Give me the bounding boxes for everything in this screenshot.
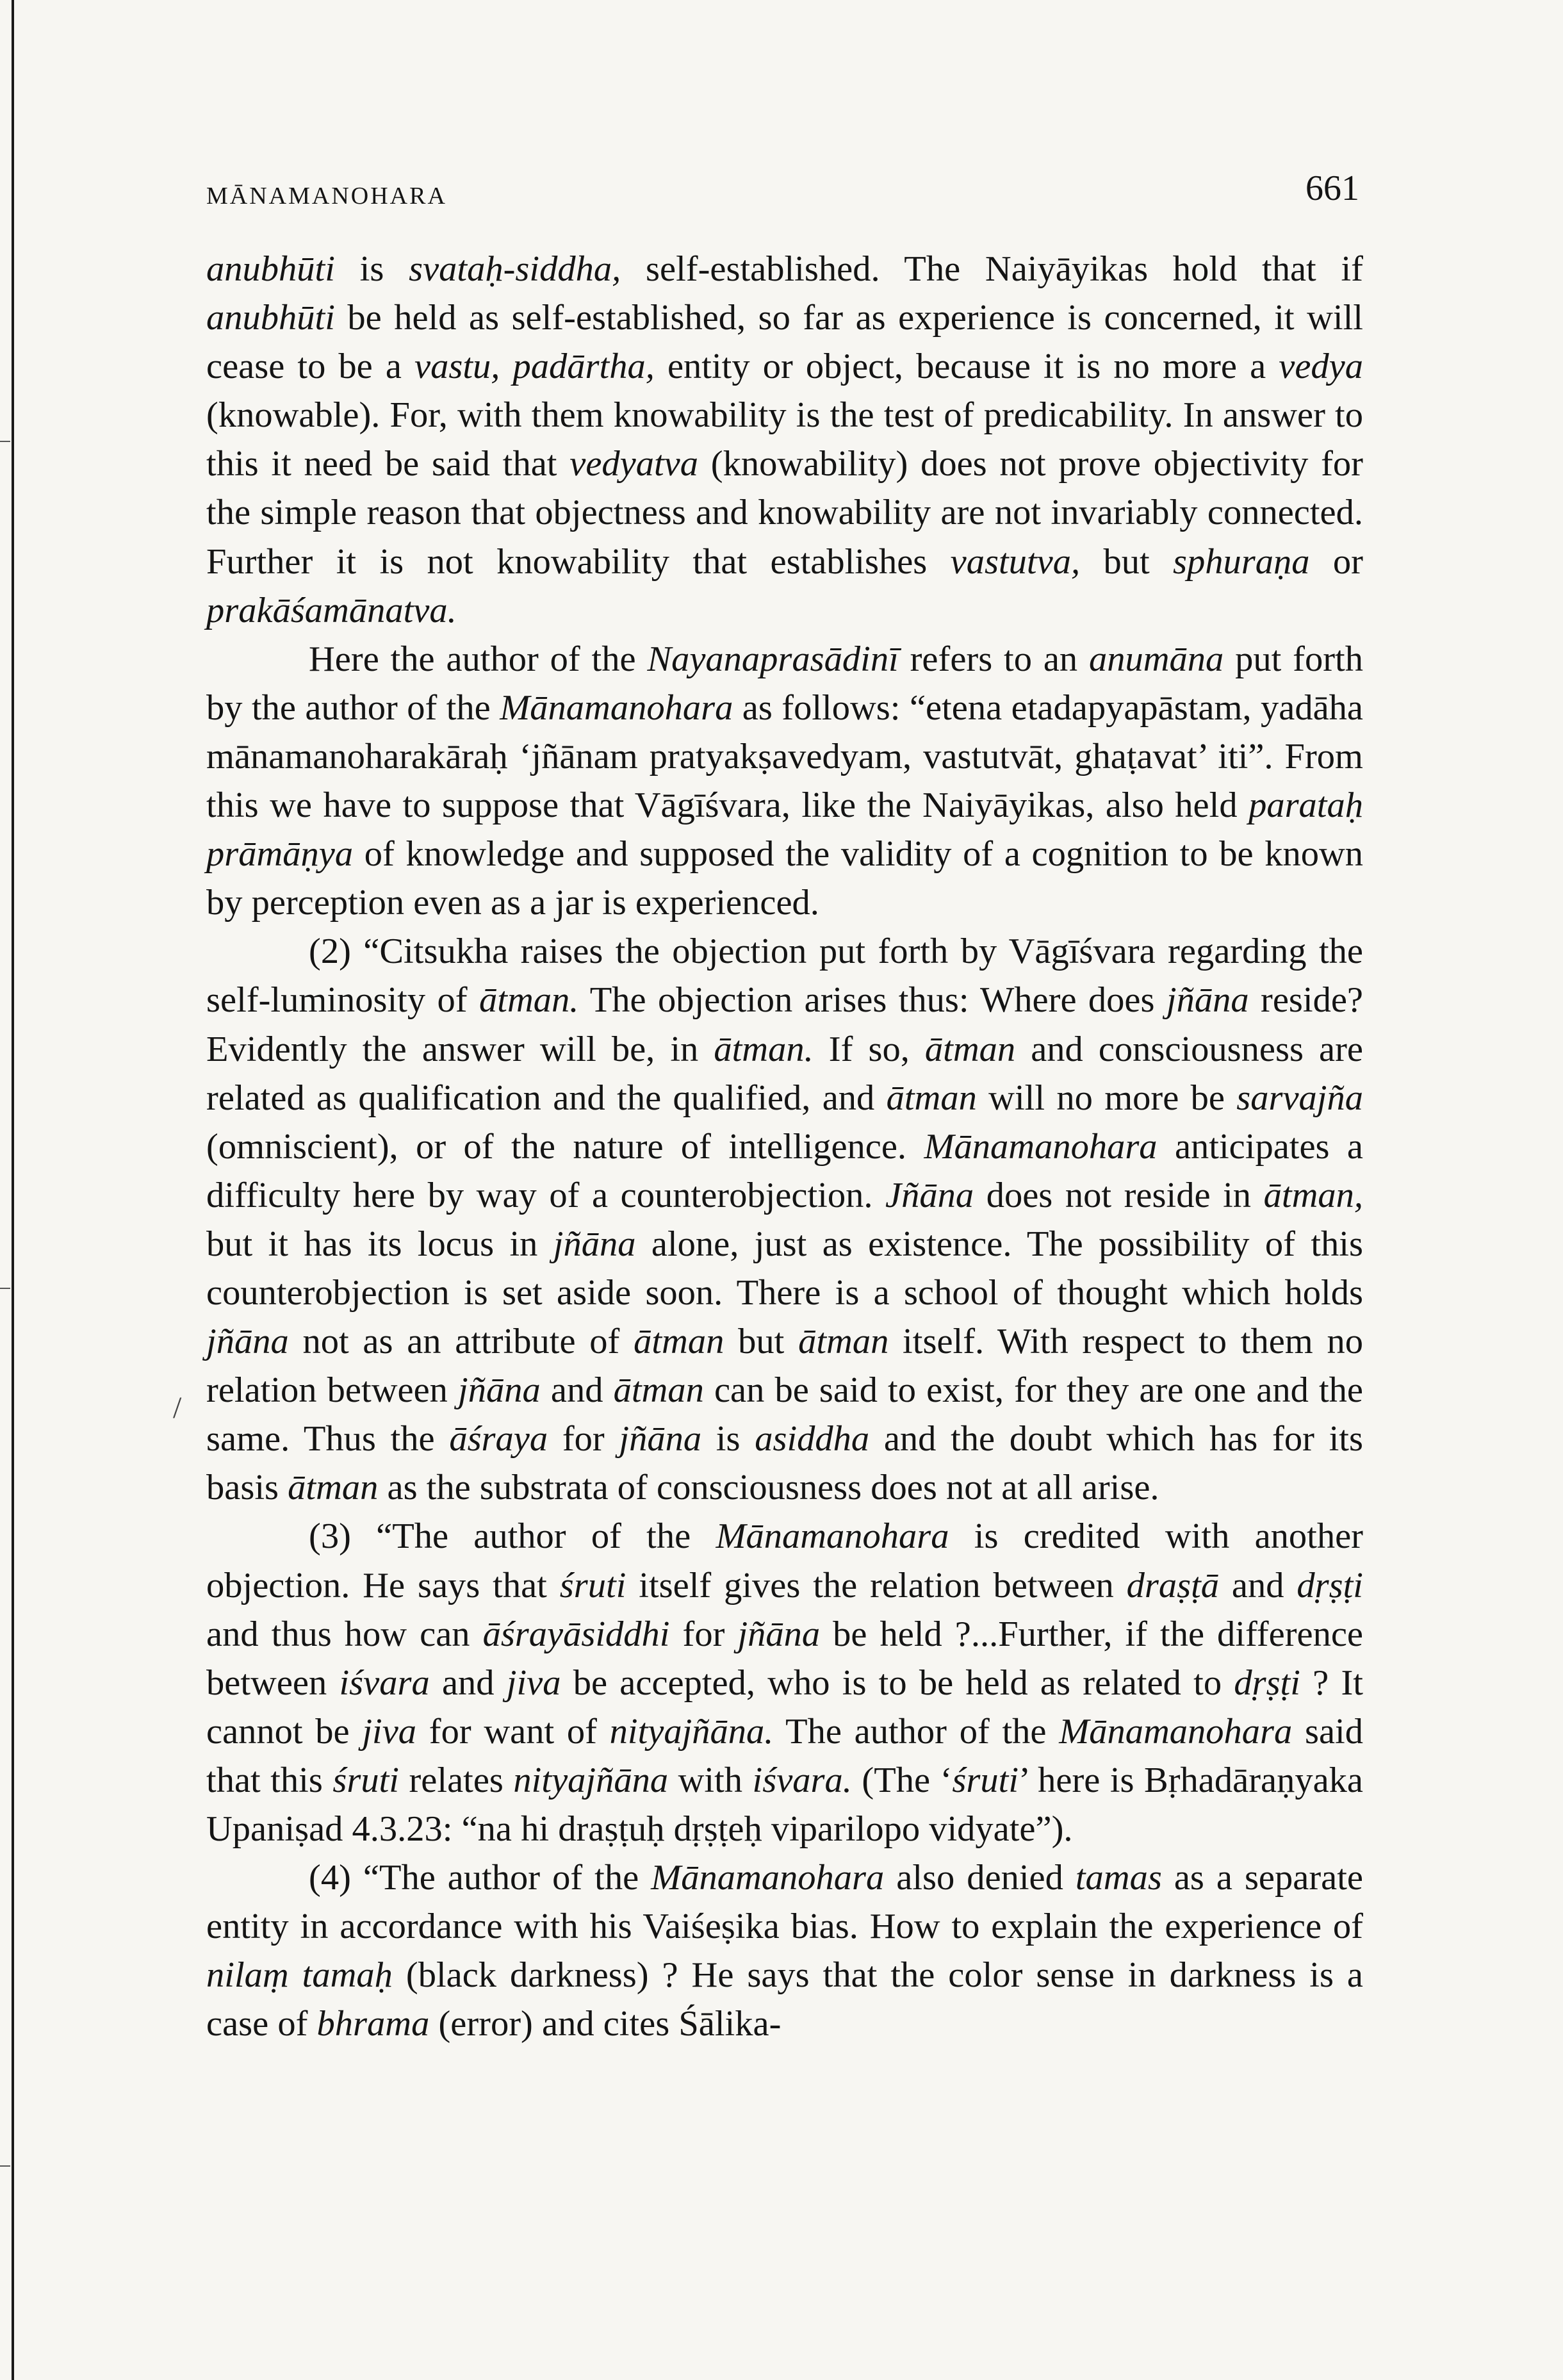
italic-term: draṣṭā [1126, 1565, 1220, 1605]
italic-term: jiva [362, 1711, 417, 1752]
italic-term: nityajñāna. [609, 1711, 774, 1752]
italic-term: vastutva, [950, 541, 1081, 582]
italic-term: Mānamanohara [1059, 1711, 1293, 1752]
text-run: is [701, 1419, 755, 1459]
italic-term: svataḥ-siddha, [409, 249, 621, 289]
text-run: ? It cannot be [206, 1662, 1364, 1752]
text-run: will no more be [976, 1078, 1237, 1118]
text-run: also denied [884, 1858, 1076, 1898]
italic-term: śruti [952, 1760, 1019, 1800]
italic-term: jiva [506, 1662, 561, 1703]
italic-term: Nayanaprasādinī [647, 639, 899, 679]
text-run: is credited with another objection. He says that [206, 1516, 1363, 1605]
text-run: alone, just as existence. The possibility of this counterobjection is set aside soon. There is a school of thought which holds [206, 1224, 1363, 1313]
text-run: (knowability) does not prove objectivity for the simple reason that objectness and knowability are not invariably connected. Further it is not knowability that establishes [206, 444, 1363, 582]
text-run: for want of [416, 1711, 610, 1752]
text-run: itself gives the relation between [626, 1565, 1127, 1605]
text-run: as the substrata of consciousness does not at all arise. [378, 1468, 1159, 1508]
text-run: (omniscient), or of the nature of intelligence. [206, 1126, 924, 1167]
text-run: anticipates a difficulty here by way of a counterobjection. [206, 1126, 1363, 1215]
italic-term: jñāna [458, 1370, 541, 1411]
text-run: be accepted, who is to be held as related to [561, 1662, 1234, 1703]
text-run: be held ?...Further, if the difference between [206, 1614, 1363, 1703]
margin-pencil-mark: / [173, 1391, 182, 1425]
italic-term: Mānamanohara [716, 1516, 949, 1557]
text-run: of knowledge and supposed the validity of a cognition to be known by perception even as a jar is experienced. [206, 834, 1363, 923]
paragraph [206, 1853, 1363, 2048]
text-run: as a separate entity in accordance with his Vaiśeṣika bias. How to explain the experience of [206, 1858, 1363, 1947]
italic-term: dṛṣṭi [1234, 1662, 1300, 1703]
italic-term: vedya [1279, 347, 1363, 387]
text-run: (error) and cites Śālika- [429, 2004, 782, 2044]
text-run: can be said to exist, for they are one and the same. Thus the [206, 1370, 1363, 1459]
italic-term: anumāna [1088, 639, 1224, 679]
italic-term: nilaṃ tamaḥ [206, 1955, 393, 1996]
italic-term: parataḥ prāmāṇya [206, 785, 1363, 874]
italic-term: śruti [559, 1565, 626, 1605]
text-run: relates [398, 1760, 514, 1800]
text-run: itself. With respect to them no relation between [206, 1322, 1363, 1411]
text-run: and thus how can [206, 1614, 483, 1654]
text-run: self-established. The Naiyāyikas hold that if [621, 249, 1363, 289]
page-number: 661 [1305, 168, 1359, 208]
italic-term: ātman [924, 1029, 1016, 1069]
text-run: as follows: “etena etadapyapāstam, yadāha mānamanoharakāraḥ ‘jñānam pratyakṣavedyam, vastutvāt, ghaṭavat’ iti”. From this we have to suppose that Vāgīśvara, like the Naiyāyikas, also held [206, 687, 1363, 826]
text-run: but it has its locus in [206, 1224, 553, 1264]
italic-term: anubhūti [206, 249, 335, 289]
italic-term: Mānamanohara [651, 1858, 885, 1898]
italic-term: jñāna [737, 1614, 821, 1654]
paragraph [206, 245, 1363, 635]
text-run: entity or object, because it is no more a [654, 347, 1279, 387]
italic-term: āśrayāsiddhi [482, 1614, 670, 1654]
italic-term: jñāna [619, 1419, 702, 1459]
italic-term: Mānamanohara [500, 687, 733, 728]
text-run: or [1309, 541, 1363, 582]
italic-term: ātman [613, 1370, 704, 1411]
italic-term: ātman. [714, 1029, 814, 1069]
text-run: does not reside in [974, 1175, 1264, 1215]
italic-term: dṛṣṭi [1297, 1565, 1363, 1605]
italic-term: anubhūti [206, 298, 335, 338]
text-run: but [1080, 541, 1174, 582]
italic-term: asiddha [755, 1419, 870, 1459]
margin-mark [0, 1288, 10, 1289]
text-run: and consciousness are related as qualification and the qualified, and [206, 1029, 1364, 1118]
italic-term: Mānamanohara [924, 1126, 1158, 1167]
text-run: for [548, 1419, 619, 1459]
italic-term: ātman [798, 1322, 889, 1362]
page-body-text [206, 245, 1363, 2048]
text-run: (black darkness) ? He says that the color sense in darkness is a case of [206, 1955, 1364, 2044]
italic-term: ātman [634, 1322, 724, 1362]
text-run: be held as self-established, so far as experience is concerned, it will cease to be a [206, 298, 1363, 387]
paragraph [206, 635, 1363, 928]
paragraph [206, 1512, 1363, 1853]
italic-term: ātman [288, 1468, 379, 1508]
margin-mark [0, 2165, 10, 2167]
text-run: (2) “Citsukha raises the objection put forth by Vāgīśvara regarding the self-luminosity of [206, 931, 1363, 1021]
text-run: (The ‘ [851, 1760, 953, 1800]
italic-term: nityajñāna [513, 1760, 669, 1800]
italic-term: sphuraṇa [1173, 541, 1310, 582]
text-run: said that this [206, 1711, 1364, 1800]
text-run: (knowable). For, with them knowability is the test of predicability. In answer to this it need be said that [206, 395, 1363, 484]
italic-term: sarvajña [1236, 1078, 1363, 1118]
text-run: If so, [813, 1029, 925, 1069]
text-run: ’ here is Bṛhadāraṇyaka Upaniṣad 4.3.23: “na hi draṣṭuḥ dṛṣṭeḥ viparilopo vidyate”). [206, 1760, 1363, 1849]
text-run: and [429, 1662, 507, 1703]
italic-term: vastu, padārtha, [414, 347, 655, 387]
running-title: MĀNAMANOHARA [206, 183, 447, 209]
text-run: reside? Evidently the answer will be, in [206, 980, 1363, 1069]
text-run: and the doubt which has for its basis [206, 1419, 1363, 1508]
text-run: The objection arises thus: Where does [578, 980, 1166, 1021]
text-run: and [540, 1370, 614, 1411]
text-run: (4) “The author of the [309, 1858, 651, 1898]
italic-term: iśvara [339, 1662, 430, 1703]
left-page-edge-rule [12, 0, 14, 2380]
italic-term: vedyatva [569, 444, 699, 484]
italic-term: jñāna [553, 1224, 636, 1264]
text-run: Here the author of the [309, 639, 648, 679]
italic-term: bhrama [316, 2004, 430, 2044]
text-run: refers to an [898, 639, 1089, 679]
italic-term: ātman. [479, 980, 579, 1021]
text-run: and [1219, 1565, 1297, 1605]
text-run: but [724, 1322, 799, 1362]
italic-term: jñāna [1166, 980, 1249, 1021]
text-run: (3) “The author of the [309, 1516, 716, 1557]
text-run: for [669, 1614, 738, 1654]
italic-term: tamas [1075, 1858, 1162, 1898]
page-header [206, 168, 1359, 219]
italic-term: ātman, [1263, 1175, 1363, 1215]
italic-term: iśvara. [752, 1760, 852, 1800]
text-run: not as an attribute of [288, 1322, 634, 1362]
paragraph [206, 927, 1363, 1512]
italic-term: prakāśamānatva. [206, 590, 457, 630]
italic-term: jñāna [206, 1322, 289, 1362]
text-run: The author of the [773, 1711, 1060, 1752]
italic-term: āśraya [449, 1419, 548, 1459]
text-run: put forth by the author of the [206, 639, 1363, 728]
italic-term: ātman [886, 1078, 977, 1118]
text-run: with [668, 1760, 753, 1800]
text-run: is [334, 249, 409, 289]
margin-mark [0, 441, 10, 442]
italic-term: śruti [332, 1760, 399, 1800]
italic-term: Jñāna [885, 1175, 974, 1215]
